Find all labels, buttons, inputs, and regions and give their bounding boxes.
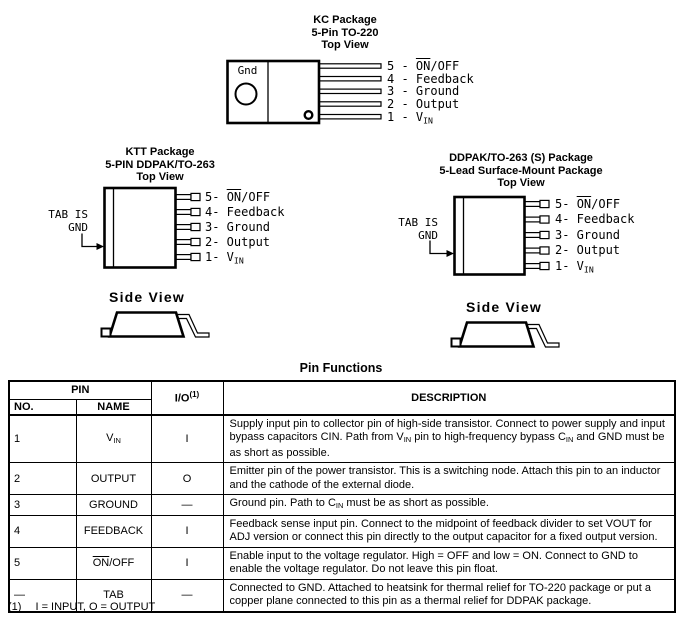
side-view-right-title: Side View	[466, 299, 542, 315]
pin-functions-table	[8, 380, 676, 613]
ddpak-tab-note-line2: GND	[418, 229, 438, 242]
ktt-title-line1: KTT Package	[125, 146, 195, 158]
ktt-tab-arrow	[82, 234, 97, 247]
ddpak-pin-pad-5	[540, 200, 549, 207]
ktt-tab-note-line1: TAB IS	[48, 208, 88, 221]
ktt-pin-lead-5	[176, 195, 191, 200]
pin-name: OUTPUT	[76, 463, 151, 495]
ddpak-pin1-label: 1- $V_{IN}$	[555, 259, 594, 275]
ddpak-pin2-label: 2- Output	[555, 243, 621, 257]
pin-description: Enable input to the voltage regulator. High = OFF and low = ON. Connect to GND to enable the voltage regulator. Do not leave this pin float.	[223, 547, 675, 579]
pin-description: Supply input pin to collector pin of high-side transistor. Connect to power supply and input bypass capacitors CIN. Path from $V_{IN}$ pin to high-frequency bypass $C_{IN}$ and GND must be as short as possible.	[223, 415, 675, 463]
ddpak-pin-pad-3	[540, 231, 549, 238]
pin-name: TAB	[76, 579, 151, 612]
ktt-pin3-label: 3- Ground	[205, 220, 271, 234]
ddpak-pin4-label: 4- Feedback	[555, 212, 635, 226]
ktt-pin2-label: 2- Output	[205, 235, 271, 249]
kc-title-line2: 5-Pin TO-220	[311, 26, 379, 39]
ktt-pin4-label: 4- Feedback	[205, 205, 285, 219]
ktt-title-line3: Top View	[136, 171, 184, 183]
kc-pin1-label: $1 - V_{IN}$	[387, 110, 433, 126]
ddpak-pin-lead-5	[525, 202, 541, 207]
pin-description: Ground pin. Path to $C_{IN}$ must be as short as possible.	[223, 495, 675, 516]
ktt-pin-lead-3	[176, 225, 191, 230]
pin-no: —	[9, 579, 76, 612]
ktt-pin-pad-3	[191, 223, 200, 230]
col-header-description: DESCRIPTION	[223, 381, 675, 415]
pin-io: —	[151, 579, 223, 612]
pin-io: O	[151, 463, 223, 495]
io-footnote-ref: (1)	[189, 390, 200, 400]
side-view-left-tab	[102, 329, 111, 337]
pin-functions-title: Pin Functions	[299, 361, 383, 375]
pin-io: I	[151, 415, 223, 463]
table-footnote	[8, 601, 155, 613]
col-header-name: NAME	[76, 399, 151, 415]
ddpak-pin-lead-2	[525, 248, 541, 253]
ddpak-tab-arrowhead	[447, 250, 455, 257]
pin-no: 3	[9, 495, 76, 516]
ktt-pin-pad-4	[191, 208, 200, 215]
pin-no: 1	[9, 415, 76, 463]
side-view-left-title: Side View	[109, 289, 185, 305]
ktt-pin1-label: 1- $V_{IN}$	[205, 250, 244, 266]
side-view-left-drawing	[102, 313, 210, 338]
ktt-pin-lead-2	[176, 240, 191, 245]
kc-pin2-label: 2 - Output	[387, 97, 460, 111]
kc-title-line1: KC Package	[313, 14, 377, 26]
ddpak-tab-note	[390, 216, 438, 242]
ktt-pin-pad-1	[191, 253, 200, 260]
footnote-marker: (1)	[8, 601, 22, 613]
ddpak-package-title	[420, 152, 622, 190]
ktt-pin-pad-2	[191, 238, 200, 245]
ddpak-title-line1: DDPAK/TO-263 (S) Package	[449, 152, 593, 164]
kc-gnd-label: Gnd	[237, 64, 258, 77]
pin-name: $\overline{ON}$/OFF	[76, 547, 151, 579]
ddpak-title-line3: Top View	[497, 177, 545, 189]
ddpak-pin-lead-4	[525, 217, 541, 222]
col-header-io: $I/O^{(1)}$	[151, 381, 223, 415]
kc-mounting-hole	[236, 84, 257, 105]
ddpak-package-drawing	[430, 197, 549, 275]
ktt-pin-pad-5	[191, 193, 200, 200]
col-header-pin: PIN	[9, 381, 151, 399]
ktt-title-line2: 5-PIN DDPAK/TO-263	[105, 158, 215, 171]
ddpak-title-line2: 5-Lead Surface-Mount Package	[439, 164, 603, 177]
ddpak-pin-lead-3	[525, 233, 541, 238]
kc-pin-lead-4	[319, 77, 381, 81]
ktt-tab-arrowhead	[97, 243, 105, 250]
ddpak-package-outline	[455, 197, 525, 275]
ddpak-pin-pad-1	[540, 262, 549, 269]
ddpak-pin-lead-1	[525, 264, 541, 269]
pin-io: —	[151, 495, 223, 516]
side-view-right-body	[460, 323, 534, 347]
kc-pin-lead-2	[319, 102, 381, 106]
pin-name: FEEDBACK	[76, 515, 151, 547]
pin-no: 2	[9, 463, 76, 495]
table-row-ground	[9, 495, 675, 516]
pin-name: $V_{IN}$	[76, 415, 151, 463]
kc-pin-lead-5	[319, 64, 381, 68]
ktt-tab-note	[40, 208, 88, 234]
pin-description: Connected to GND. Attached to heatsink for thermal relief for TO-220 package or put a copper plane connected to this pin as a thermal relief for DDPAK package.	[223, 579, 675, 612]
ddpak-pin5-label: 5- $\overline{ON}$/OFF	[555, 197, 621, 211]
pin-name: GROUND	[76, 495, 151, 516]
kc-package-title	[245, 14, 445, 52]
pin-description: Feedback sense input pin. Connect to the midpoint of feedback divider to set VOUT for ADJ version or connect this pin directly to the output capacitor for a fixed output version.	[223, 515, 675, 547]
kc-pin4-label: 4 - Feedback	[387, 72, 474, 86]
table-row-onoff	[9, 547, 675, 579]
ktt-pin-lead-1	[176, 255, 191, 260]
ddpak-tab-arrow	[430, 241, 447, 254]
ktt-package-title	[60, 146, 260, 184]
table-row-vin	[9, 415, 675, 463]
side-view-right-tab	[452, 339, 461, 347]
ktt-pin5-label: 5- $\overline{ON}$/OFF	[205, 190, 271, 204]
kc-pin-lead-3	[319, 89, 381, 93]
kc-title-line3: Top View	[321, 39, 369, 51]
ktt-pin-lead-4	[176, 210, 191, 215]
side-view-right-drawing	[452, 323, 560, 348]
ddpak-tab-note-line1: TAB IS	[398, 216, 438, 229]
table-row-output	[9, 463, 675, 495]
kc-pin3-label: 3 - Ground	[387, 84, 460, 98]
ktt-package-drawing	[82, 188, 200, 268]
footnote-text: I = INPUT, O = OUTPUT	[35, 601, 156, 613]
ktt-tab-note-line2: GND	[68, 221, 88, 234]
ktt-package-outline	[105, 188, 176, 268]
col-header-no: NO.	[9, 399, 76, 415]
ddpak-pin-pad-2	[540, 247, 549, 254]
pin-io: I	[151, 547, 223, 579]
side-view-left-body	[110, 313, 184, 337]
table-row-feedback	[9, 515, 675, 547]
pin-no: 5	[9, 547, 76, 579]
pin-description: Emitter pin of the power transistor. This is a switching node. Attach this pin to an inductor and the cathode of the external diode.	[223, 463, 675, 495]
ddpak-pin3-label: 3- Ground	[555, 228, 621, 242]
pin-io: I	[151, 515, 223, 547]
kc-pin-lead-1	[319, 115, 381, 119]
kc-pin5-label: $5 - \overline{ON}$/OFF	[387, 59, 460, 73]
pin-no: 4	[9, 515, 76, 547]
ddpak-pin-pad-4	[540, 216, 549, 223]
kc-pin1-indicator	[305, 111, 313, 119]
